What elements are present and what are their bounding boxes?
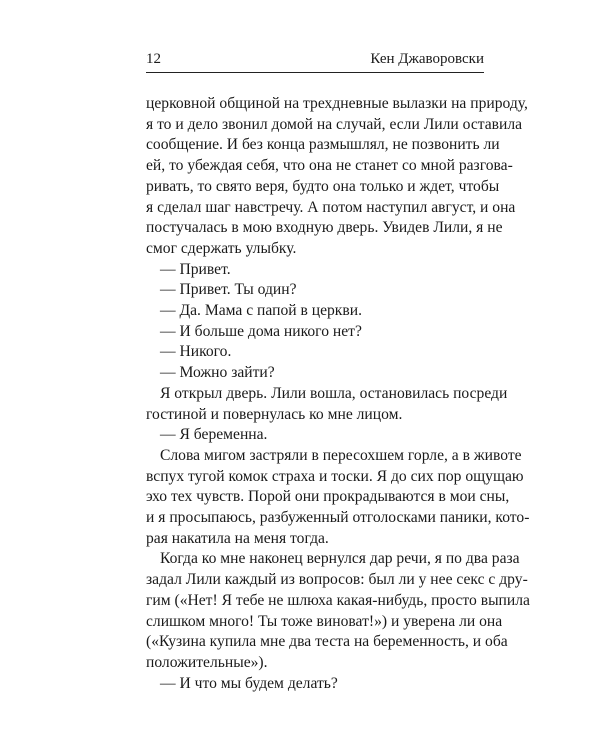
text-line: сообщение. И без конца размышлял, не позвонить ли: [146, 136, 500, 154]
text-line: — И больше дома никого нет?: [160, 322, 362, 340]
text-line: и я просыпаюсь, разбуженный отголосками паники, кото-: [146, 509, 530, 527]
text-line: — Да. Мама с папой в церкви.: [160, 302, 362, 320]
text-line: — Я беременна.: [160, 426, 268, 444]
text-line: задал Лили каждый из вопросов: был ли у нее секс с дру-: [146, 571, 528, 589]
text-line: вспух тугой комок страха и тоски. Я до сих пор ощущаю: [146, 467, 524, 485]
text-line: гостиной и повернулась ко мне лицом.: [146, 405, 403, 423]
text-line: я то и дело звонил домой на случай, если Лили оставила: [146, 115, 523, 133]
text-line: слишком много! Ты тоже виноват!») и уверена ли она: [146, 612, 503, 630]
text-line: — Привет. Ты один?: [160, 281, 297, 299]
text-line: ривать, то свято веря, будто она только и ждет, чтобы: [146, 177, 500, 195]
text-line: рая накатила на меня тогда.: [146, 529, 329, 547]
text-line: — И что мы будем делать?: [160, 674, 338, 692]
text-line: я сделал шаг навстречу. А потом наступил август, и она: [146, 198, 516, 216]
text-line: («Кузина купила мне два теста на беременность, и оба: [146, 633, 508, 651]
text-line: постучалась в мою входную дверь. Увидев Лили, я не: [146, 219, 503, 237]
text-line: ей, то убеждая себя, что она не станет со мной разгова-: [146, 157, 513, 175]
text-line: Я открыл дверь. Лили вошла, остановилась посреди: [160, 384, 508, 402]
text-line: Слова мигом застряли в пересохшем горле, а в животе: [160, 446, 522, 464]
text-line: — Можно зайти?: [160, 364, 275, 382]
text-line: гим («Нет! Я тебе не шлюха какая-нибудь, просто выпила: [146, 591, 530, 609]
text-line: — Никого.: [160, 343, 232, 361]
body-text: [146, 94, 530, 694]
running-head: Кен Джаворовски: [370, 51, 484, 67]
text-line: положительные»).: [146, 653, 268, 671]
text-line: церковной общиной на трехдневные вылазки на природу,: [146, 95, 528, 112]
text-line: — Привет.: [160, 260, 231, 278]
text-line: смог сдержать улыбку.: [146, 239, 297, 257]
page-header: [146, 50, 484, 73]
text-line: Когда ко мне наконец вернулся дар речи, я по два раза: [160, 550, 520, 568]
page-number: 12: [146, 51, 161, 67]
text-line: эхо тех чувств. Порой они прокрадываются в мои сны,: [146, 488, 510, 506]
